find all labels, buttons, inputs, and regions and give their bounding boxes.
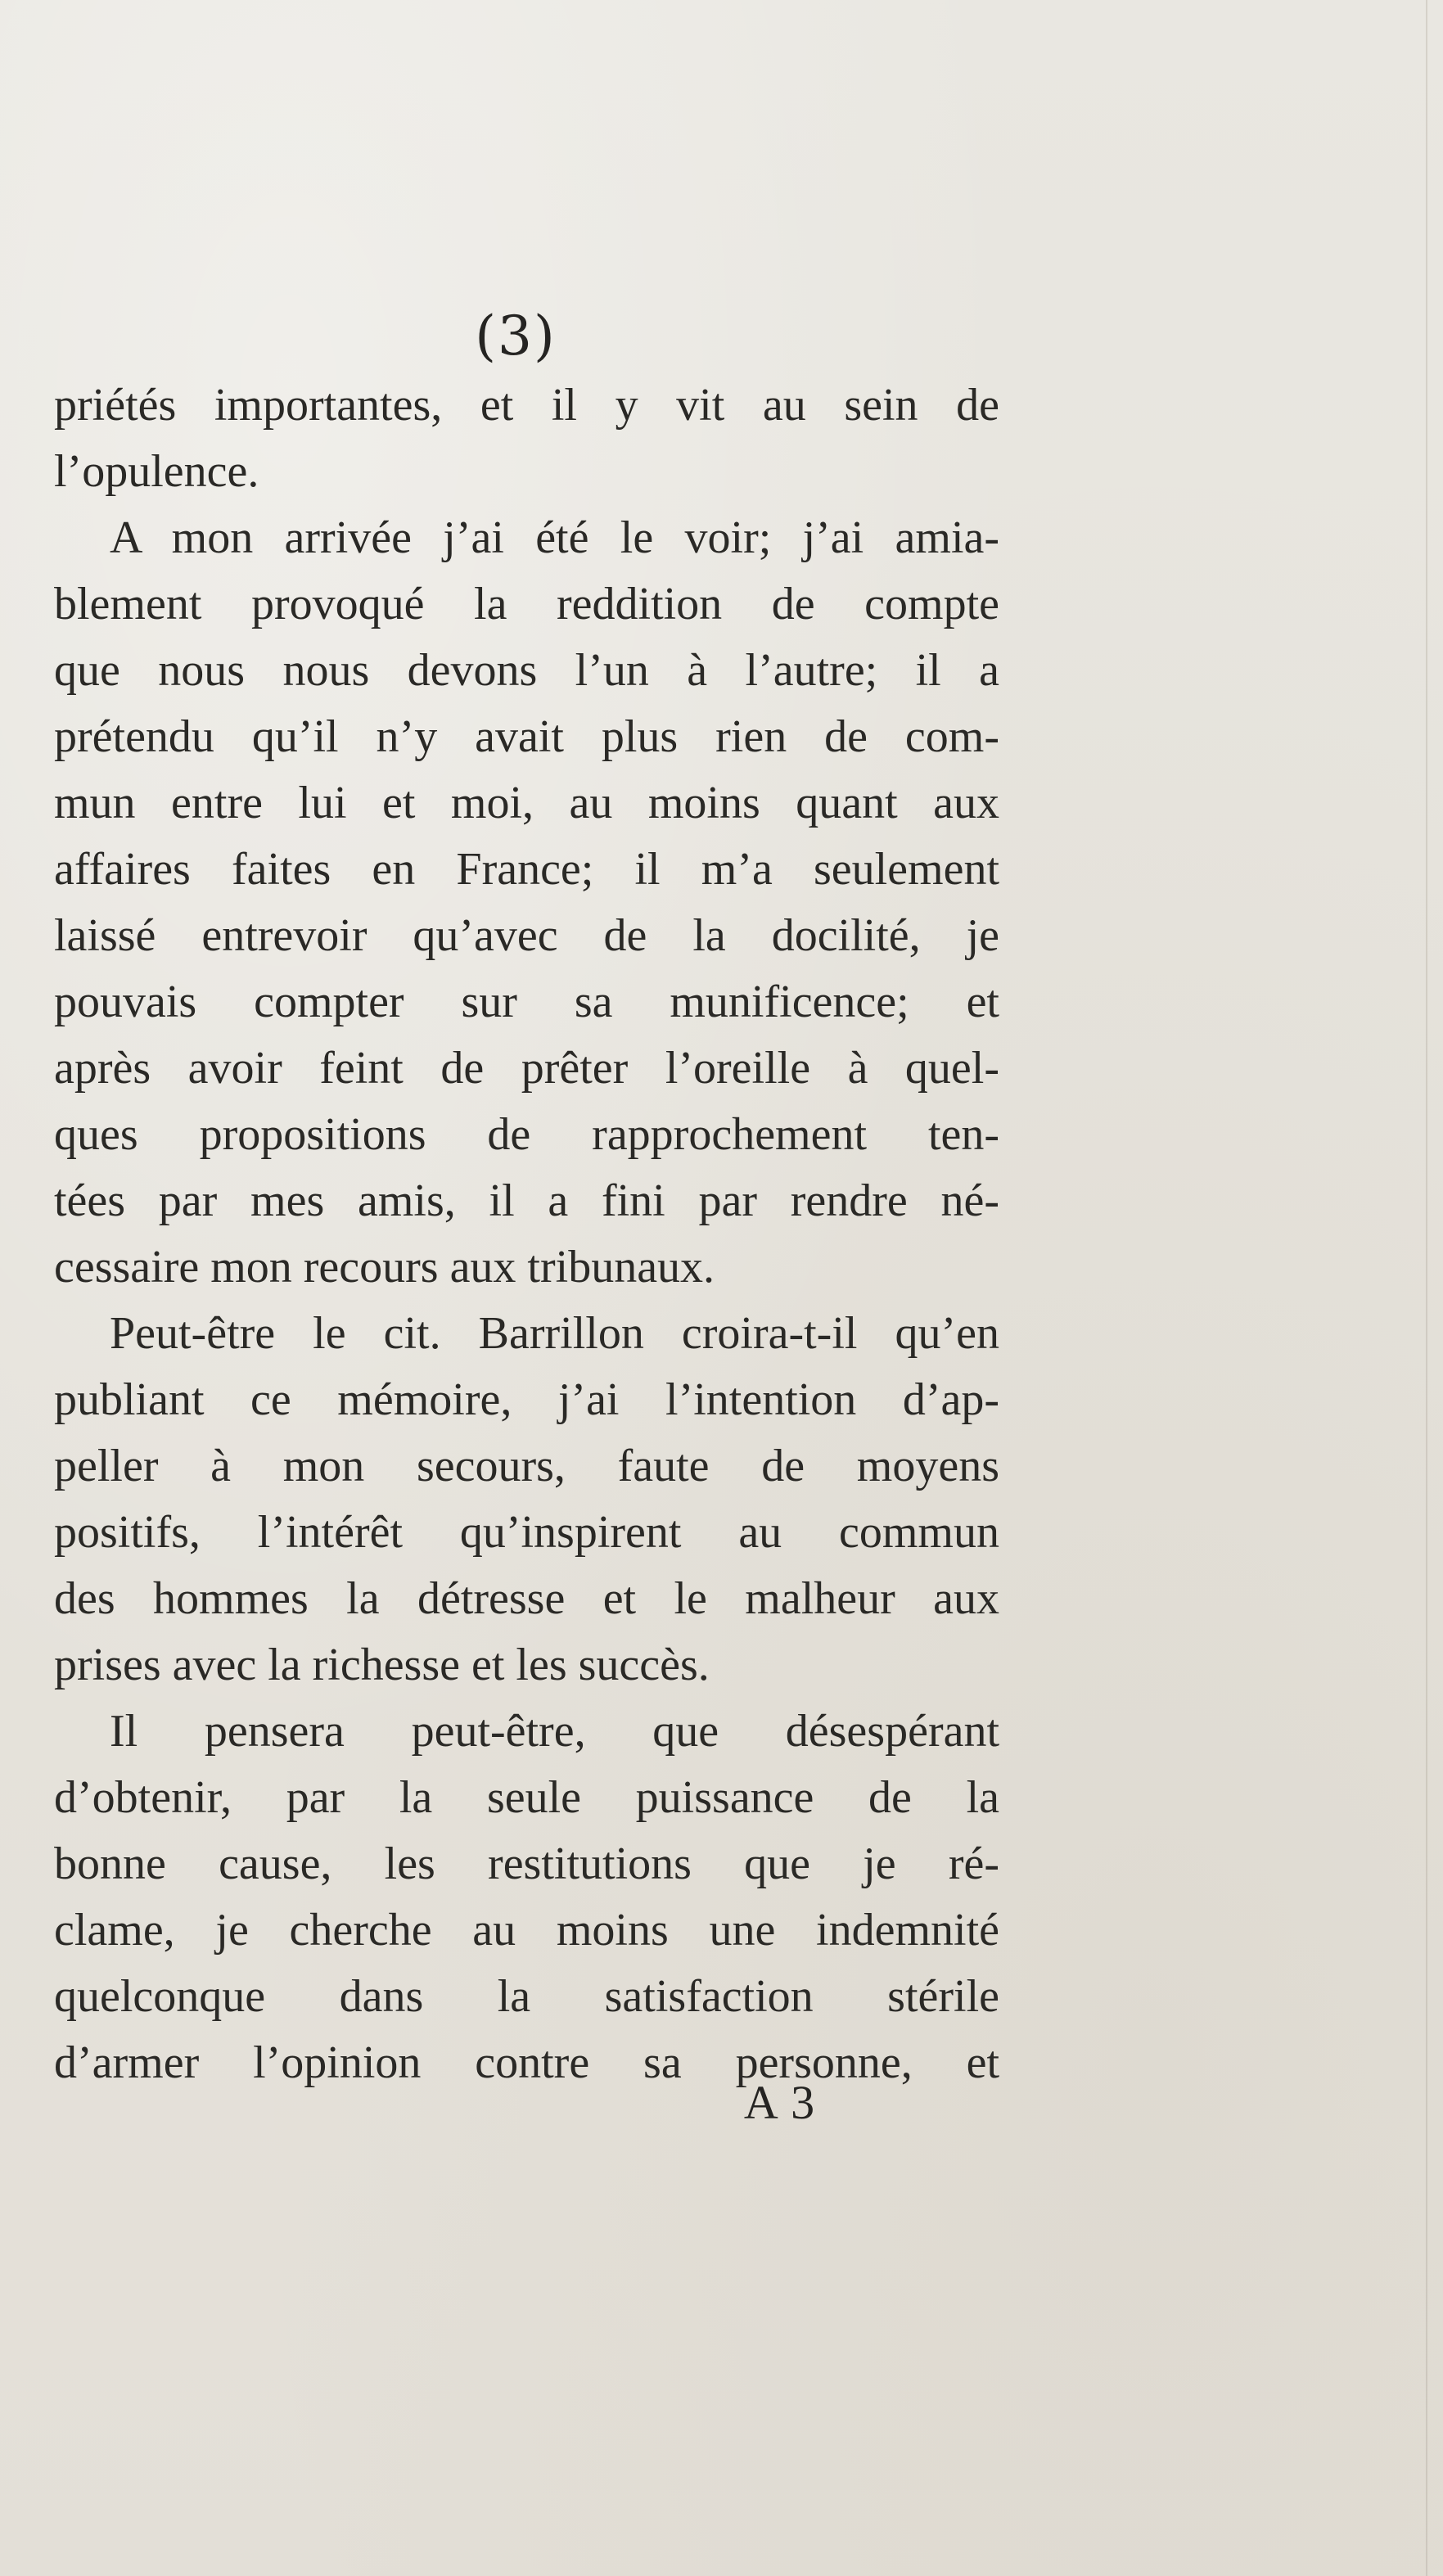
text-line: des hommes la détresse et le malheur aux: [54, 1573, 999, 1624]
text-line: prétendu qu’il n’y avait plus rien de com-: [54, 711, 999, 762]
text-line: cessaire mon recours aux tribunaux.: [54, 1242, 715, 1293]
text-line: priétés importantes, et il y vit au sein de: [54, 380, 999, 431]
text-line: après avoir feint de prêter l’oreille à quel-: [54, 1043, 999, 1094]
text-line: positifs, l’intérêt qu’inspirent au commun: [54, 1507, 999, 1558]
body-text: [54, 372, 999, 2096]
text-line: Il pensera peut-être, que désespérant: [110, 1706, 999, 1757]
text-line: d’armer l’opinion contre sa personne, et: [54, 2037, 999, 2088]
text-line: Peut-être le cit. Barrillon croira-t-il qu’en: [110, 1308, 999, 1359]
text-line: mun entre lui et moi, au moins quant aux: [54, 778, 999, 828]
text-line: blement provoqué la reddition de compte: [54, 579, 999, 629]
text-line: publiant ce mémoire, j’ai l’intention d’ap-: [54, 1374, 999, 1425]
text-line: tées par mes amis, il a fini par rendre né-: [54, 1175, 999, 1226]
page-number: (3): [475, 305, 557, 368]
text-line: que nous nous devons l’un à l’autre; il a: [54, 645, 999, 696]
text-line: clame, je cherche au moins une indemnité: [54, 1905, 999, 1956]
printer-signature: A 3: [743, 2076, 817, 2129]
text-line: prises avec la richesse et les succès.: [54, 1640, 710, 1690]
text-line: pouvais compter sur sa munificence; et: [54, 977, 999, 1027]
text-line: quelconque dans la satisfaction stérile: [54, 1971, 999, 2022]
text-line: ques propositions de rapprochement ten-: [54, 1109, 999, 1160]
text-line: l’opulence.: [54, 446, 259, 497]
text-line: affaires faites en France; il m’a seulement: [54, 844, 999, 895]
text-line: bonne cause, les restitutions que je ré-: [54, 1838, 999, 1889]
page-edge-shadow: [1426, 0, 1427, 2576]
text-line: d’obtenir, par la seule puissance de la: [54, 1772, 999, 1823]
text-line: A mon arrivée j’ai été le voir; j’ai amia-: [110, 512, 999, 563]
text-line: laissé entrevoir qu’avec de la docilité, je: [54, 910, 999, 961]
text-line: peller à mon secours, faute de moyens: [54, 1441, 999, 1491]
